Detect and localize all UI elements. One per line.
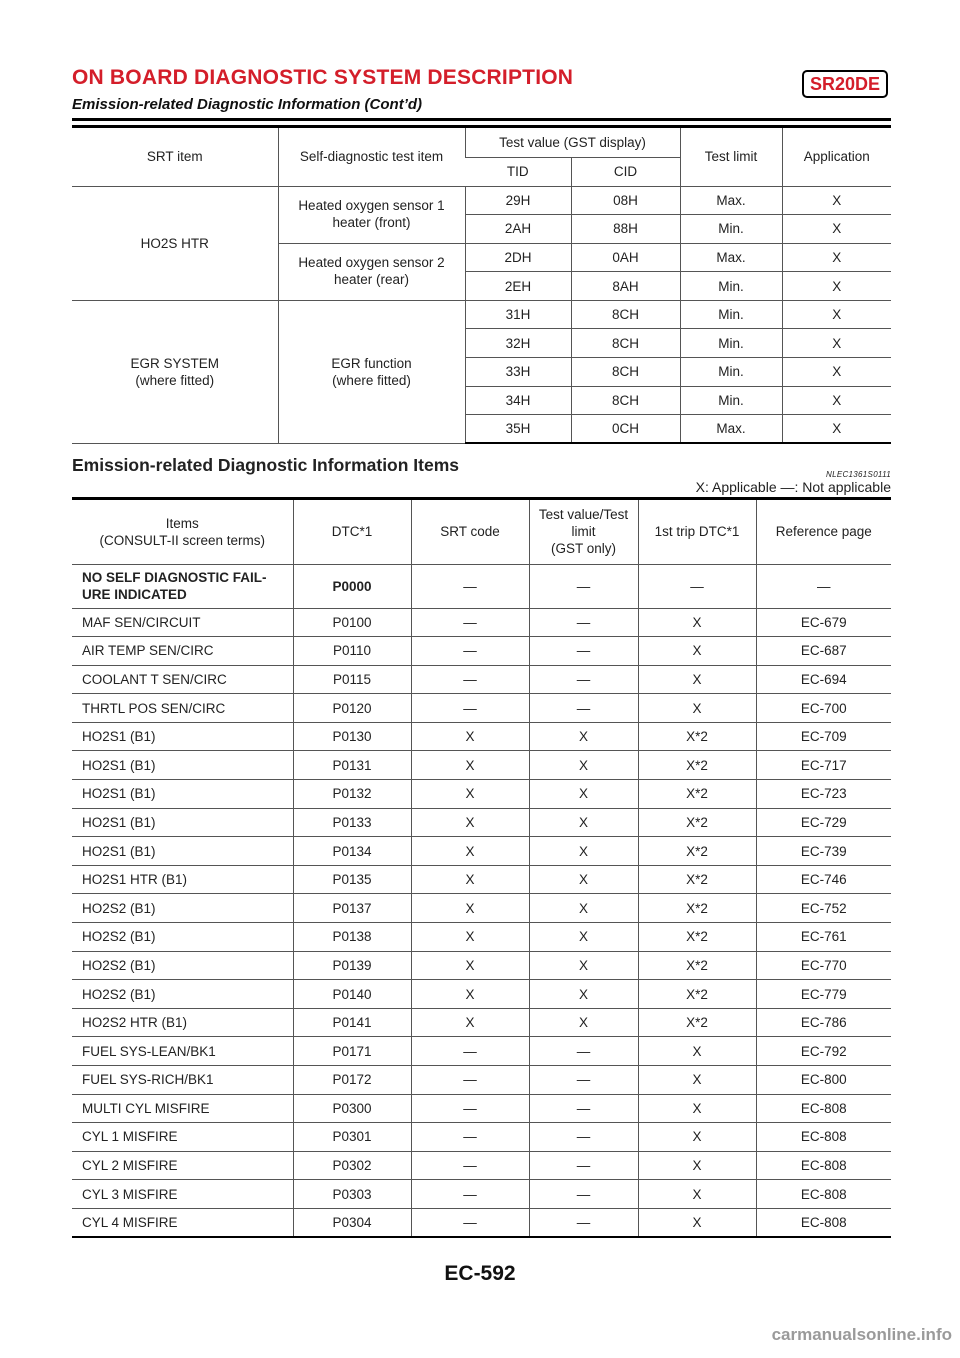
dtc-cell: P0110 — [293, 637, 411, 666]
table-row — [72, 837, 891, 866]
srt-code-cell: X — [411, 1008, 529, 1037]
srt-item-cell: EGR SYSTEM (where fitted) — [72, 300, 278, 443]
reference-page-cell: EC-792 — [756, 1037, 891, 1066]
dtc-cell: P0171 — [293, 1037, 411, 1066]
cid-cell: 08H — [571, 186, 680, 215]
application-cell: X — [782, 215, 891, 244]
table-row — [72, 722, 891, 751]
test-value-cell: — — [529, 694, 638, 723]
first-trip-dtc-cell: X*2 — [638, 1008, 756, 1037]
table-row — [72, 1008, 891, 1037]
dtc-cell: P0131 — [293, 751, 411, 780]
srt-code-cell: X — [411, 722, 529, 751]
test-value-cell: X — [529, 722, 638, 751]
application-cell: X — [782, 300, 891, 329]
srt-code-cell: — — [411, 1208, 529, 1237]
tid-cell: 34H — [465, 386, 571, 415]
test-value-cell: X — [529, 751, 638, 780]
self-diagnostic-item-cell: EGR function (where fitted) — [278, 300, 465, 443]
table-row — [72, 1066, 891, 1095]
item-name-cell: HO2S2 (B1) — [72, 923, 293, 952]
srt-code-cell: — — [411, 694, 529, 723]
first-trip-dtc-cell: X — [638, 1037, 756, 1066]
tid-cell: 35H — [465, 415, 571, 444]
dtc-cell: P0172 — [293, 1066, 411, 1095]
dtc-cell: P0100 — [293, 608, 411, 637]
table-row — [72, 1208, 891, 1237]
item-name-cell: NO SELF DIAGNOSTIC FAIL- URE INDICATED — [72, 564, 293, 608]
table-row — [72, 1123, 891, 1152]
test-value-cell: X — [529, 808, 638, 837]
srt-code-cell: X — [411, 751, 529, 780]
item-name-cell: HO2S2 HTR (B1) — [72, 1008, 293, 1037]
srt-code-cell: — — [411, 1066, 529, 1095]
test-value-cell: X — [529, 865, 638, 894]
application-cell: X — [782, 243, 891, 272]
first-trip-dtc-cell: X — [638, 1066, 756, 1095]
header-test-value-limit: Test value/Test limit (GST only) — [529, 500, 638, 564]
tid-cell: 33H — [465, 358, 571, 387]
reference-page-cell: EC-808 — [756, 1151, 891, 1180]
first-trip-dtc-cell: X*2 — [638, 837, 756, 866]
first-trip-dtc-cell: X — [638, 1208, 756, 1237]
first-trip-dtc-cell: X*2 — [638, 980, 756, 1009]
test-value-cell: — — [529, 1180, 638, 1209]
table-row — [72, 1094, 891, 1123]
table-row — [72, 608, 891, 637]
test-value-cell: — — [529, 665, 638, 694]
dtc-cell: P0135 — [293, 865, 411, 894]
srt-code-cell: X — [411, 808, 529, 837]
first-trip-dtc-cell: — — [638, 564, 756, 608]
dtc-cell: P0138 — [293, 923, 411, 952]
item-name-cell: HO2S2 (B1) — [72, 980, 293, 1009]
cid-cell: 0CH — [571, 415, 680, 444]
header-test-limit: Test limit — [680, 128, 782, 186]
test-value-cell: X — [529, 894, 638, 923]
test-limit-cell: Min. — [680, 358, 782, 387]
dtc-cell: P0133 — [293, 808, 411, 837]
table-row — [72, 694, 891, 723]
item-name-cell: CYL 2 MISFIRE — [72, 1151, 293, 1180]
test-value-cell: — — [529, 1151, 638, 1180]
table-row — [72, 951, 891, 980]
first-trip-dtc-cell: X — [638, 694, 756, 723]
first-trip-dtc-cell: X*2 — [638, 808, 756, 837]
test-limit-cell: Min. — [680, 329, 782, 358]
item-name-cell: HO2S1 (B1) — [72, 722, 293, 751]
srt-code-cell: — — [411, 608, 529, 637]
reference-page-cell: EC-746 — [756, 865, 891, 894]
item-name-cell: CYL 3 MISFIRE — [72, 1180, 293, 1209]
dtc-cell: P0115 — [293, 665, 411, 694]
dtc-cell: P0304 — [293, 1208, 411, 1237]
test-value-cell: X — [529, 951, 638, 980]
test-value-cell: X — [529, 980, 638, 1009]
reference-page-cell: — — [756, 564, 891, 608]
srt-test-value-table — [72, 128, 891, 444]
dtc-cell: P0134 — [293, 837, 411, 866]
table-row — [72, 300, 891, 329]
reference-page-cell: EC-779 — [756, 980, 891, 1009]
engine-code-badge: SR20DE — [802, 70, 888, 98]
dtc-cell: P0137 — [293, 894, 411, 923]
item-name-cell: FUEL SYS-LEAN/BK1 — [72, 1037, 293, 1066]
page-number: EC-592 — [444, 1262, 516, 1285]
first-trip-dtc-cell: X — [638, 1180, 756, 1209]
dtc-cell: P0140 — [293, 980, 411, 1009]
table-row — [72, 865, 891, 894]
cid-cell: 8CH — [571, 358, 680, 387]
item-name-cell: FUEL SYS-RICH/BK1 — [72, 1066, 293, 1095]
test-value-cell: — — [529, 637, 638, 666]
table-row — [72, 751, 891, 780]
item-name-cell: MULTI CYL MISFIRE — [72, 1094, 293, 1123]
dtc-cell: P0139 — [293, 951, 411, 980]
first-trip-dtc-cell: X*2 — [638, 894, 756, 923]
test-value-cell: — — [529, 1066, 638, 1095]
test-value-cell: — — [529, 1094, 638, 1123]
first-trip-dtc-cell: X — [638, 637, 756, 666]
dtc-cell: P0141 — [293, 1008, 411, 1037]
dtc-cell: P0301 — [293, 1123, 411, 1152]
table-row — [72, 186, 891, 215]
table-row — [72, 780, 891, 809]
test-limit-cell: Max. — [680, 415, 782, 444]
reference-page-cell: EC-786 — [756, 1008, 891, 1037]
header-rule — [72, 118, 891, 121]
first-trip-dtc-cell: X — [638, 1123, 756, 1152]
table-row — [72, 1151, 891, 1180]
page-subtitle: Emission-related Diagnostic Information (Cont’d) — [72, 96, 423, 113]
cid-cell: 8AH — [571, 272, 680, 301]
reference-page-cell: EC-700 — [756, 694, 891, 723]
srt-code-cell: X — [411, 980, 529, 1009]
srt-code-cell: X — [411, 951, 529, 980]
self-diagnostic-item-cell: Heated oxygen sensor 2 heater (rear) — [278, 243, 465, 300]
header-first-trip-dtc: 1st trip DTC*1 — [638, 500, 756, 564]
srt-code-cell: — — [411, 1123, 529, 1152]
tid-cell: 2AH — [465, 215, 571, 244]
reference-page-cell: EC-770 — [756, 951, 891, 980]
test-limit-cell: Min. — [680, 215, 782, 244]
header-test-value: Test value (GST display) — [465, 128, 680, 157]
srt-code-cell: — — [411, 1151, 529, 1180]
srt-code-cell: — — [411, 665, 529, 694]
reference-page-cell: EC-709 — [756, 722, 891, 751]
applicability-legend: X: Applicable —: Not applicable — [695, 479, 891, 495]
dtc-cell: P0130 — [293, 722, 411, 751]
reference-page-cell: EC-808 — [756, 1208, 891, 1237]
reference-page-cell: EC-808 — [756, 1123, 891, 1152]
item-name-cell: THRTL POS SEN/CIRC — [72, 694, 293, 723]
reference-page-cell: EC-800 — [756, 1066, 891, 1095]
first-trip-dtc-cell: X*2 — [638, 923, 756, 952]
reference-page-cell: EC-687 — [756, 637, 891, 666]
item-name-cell: HO2S1 (B1) — [72, 780, 293, 809]
test-value-cell: — — [529, 564, 638, 608]
item-name-cell: CYL 1 MISFIRE — [72, 1123, 293, 1152]
header-srt-code: SRT code — [411, 500, 529, 564]
reference-page-cell: EC-739 — [756, 837, 891, 866]
srt-code-cell: X — [411, 837, 529, 866]
srt-code-cell: — — [411, 1180, 529, 1209]
header-self-diagnostic-item: Self-diagnostic test item — [278, 128, 465, 186]
test-value-cell: — — [529, 608, 638, 637]
item-name-cell: HO2S1 (B1) — [72, 837, 293, 866]
page-title: ON BOARD DIAGNOSTIC SYSTEM DESCRIPTION — [72, 66, 574, 89]
test-limit-cell: Max. — [680, 186, 782, 215]
test-limit-cell: Min. — [680, 386, 782, 415]
item-name-cell: HO2S2 (B1) — [72, 951, 293, 980]
test-limit-cell: Min. — [680, 272, 782, 301]
application-cell: X — [782, 415, 891, 444]
self-diagnostic-item-cell: Heated oxygen sensor 1 heater (front) — [278, 186, 465, 243]
item-name-cell: HO2S1 (B1) — [72, 751, 293, 780]
first-trip-dtc-cell: X — [638, 1094, 756, 1123]
reference-page-cell: EC-679 — [756, 608, 891, 637]
test-limit-cell: Max. — [680, 243, 782, 272]
srt-code-cell: — — [411, 1094, 529, 1123]
dtc-cell: P0300 — [293, 1094, 411, 1123]
test-value-cell: — — [529, 1123, 638, 1152]
srt-code-cell: — — [411, 1037, 529, 1066]
first-trip-dtc-cell: X — [638, 1151, 756, 1180]
table-row — [72, 665, 891, 694]
dtc-cell: P0000 — [293, 564, 411, 608]
first-trip-dtc-cell: X — [638, 608, 756, 637]
application-cell: X — [782, 386, 891, 415]
tid-cell: 31H — [465, 300, 571, 329]
cid-cell: 8CH — [571, 329, 680, 358]
srt-code-cell: X — [411, 923, 529, 952]
reference-page-cell: EC-694 — [756, 665, 891, 694]
header-application: Application — [782, 128, 891, 186]
reference-page-cell: EC-808 — [756, 1180, 891, 1209]
srt-code-cell: X — [411, 894, 529, 923]
application-cell: X — [782, 186, 891, 215]
item-name-cell: CYL 4 MISFIRE — [72, 1208, 293, 1237]
reference-page-cell: EC-808 — [756, 1094, 891, 1123]
header-items: Items (CONSULT-II screen terms) — [72, 500, 293, 564]
tid-cell: 32H — [465, 329, 571, 358]
cid-cell: 8CH — [571, 300, 680, 329]
item-name-cell: HO2S2 (B1) — [72, 894, 293, 923]
tid-cell: 2EH — [465, 272, 571, 301]
header-srt-item: SRT item — [72, 128, 278, 186]
table-row — [72, 894, 891, 923]
test-value-cell: — — [529, 1037, 638, 1066]
dtc-cell: P0120 — [293, 694, 411, 723]
diagnostic-items-table — [72, 500, 891, 1238]
section-reference-code: NLEC1361S0111 — [826, 470, 891, 479]
first-trip-dtc-cell: X*2 — [638, 951, 756, 980]
test-value-cell: X — [529, 1008, 638, 1037]
first-trip-dtc-cell: X*2 — [638, 751, 756, 780]
cid-cell: 8CH — [571, 386, 680, 415]
reference-page-cell: EC-761 — [756, 923, 891, 952]
application-cell: X — [782, 272, 891, 301]
dtc-cell: P0132 — [293, 780, 411, 809]
item-name-cell: HO2S1 (B1) — [72, 808, 293, 837]
first-trip-dtc-cell: X*2 — [638, 780, 756, 809]
srt-item-cell: HO2S HTR — [72, 186, 278, 300]
table-row — [72, 564, 891, 608]
srt-code-cell: — — [411, 637, 529, 666]
table-row — [72, 808, 891, 837]
test-value-cell: X — [529, 837, 638, 866]
test-value-cell: X — [529, 923, 638, 952]
application-cell: X — [782, 358, 891, 387]
item-name-cell: HO2S1 HTR (B1) — [72, 865, 293, 894]
reference-page-cell: EC-717 — [756, 751, 891, 780]
cid-cell: 0AH — [571, 243, 680, 272]
test-limit-cell: Min. — [680, 300, 782, 329]
reference-page-cell: EC-723 — [756, 780, 891, 809]
first-trip-dtc-cell: X*2 — [638, 865, 756, 894]
item-name-cell: MAF SEN/CIRCUIT — [72, 608, 293, 637]
cid-cell: 88H — [571, 215, 680, 244]
tid-cell: 29H — [465, 186, 571, 215]
item-name-cell: AIR TEMP SEN/CIRC — [72, 637, 293, 666]
srt-code-cell: — — [411, 564, 529, 608]
test-value-cell: X — [529, 780, 638, 809]
test-value-cell: — — [529, 1208, 638, 1237]
first-trip-dtc-cell: X — [638, 665, 756, 694]
header-cid: CID — [571, 157, 680, 186]
reference-page-cell: EC-752 — [756, 894, 891, 923]
watermark: carmanualsonline.info — [771, 1325, 952, 1344]
header-dtc: DTC*1 — [293, 500, 411, 564]
srt-code-cell: X — [411, 865, 529, 894]
application-cell: X — [782, 329, 891, 358]
tid-cell: 2DH — [465, 243, 571, 272]
table-row — [72, 1037, 891, 1066]
table-row — [72, 923, 891, 952]
reference-page-cell: EC-729 — [756, 808, 891, 837]
first-trip-dtc-cell: X*2 — [638, 722, 756, 751]
table-row — [72, 980, 891, 1009]
dtc-cell: P0302 — [293, 1151, 411, 1180]
section-title: Emission-related Diagnostic Information Items — [72, 455, 460, 475]
srt-code-cell: X — [411, 780, 529, 809]
header-tid: TID — [465, 157, 571, 186]
table-row — [72, 1180, 891, 1209]
table-row — [72, 637, 891, 666]
item-name-cell: COOLANT T SEN/CIRC — [72, 665, 293, 694]
dtc-cell: P0303 — [293, 1180, 411, 1209]
header-reference-page: Reference page — [756, 500, 891, 564]
